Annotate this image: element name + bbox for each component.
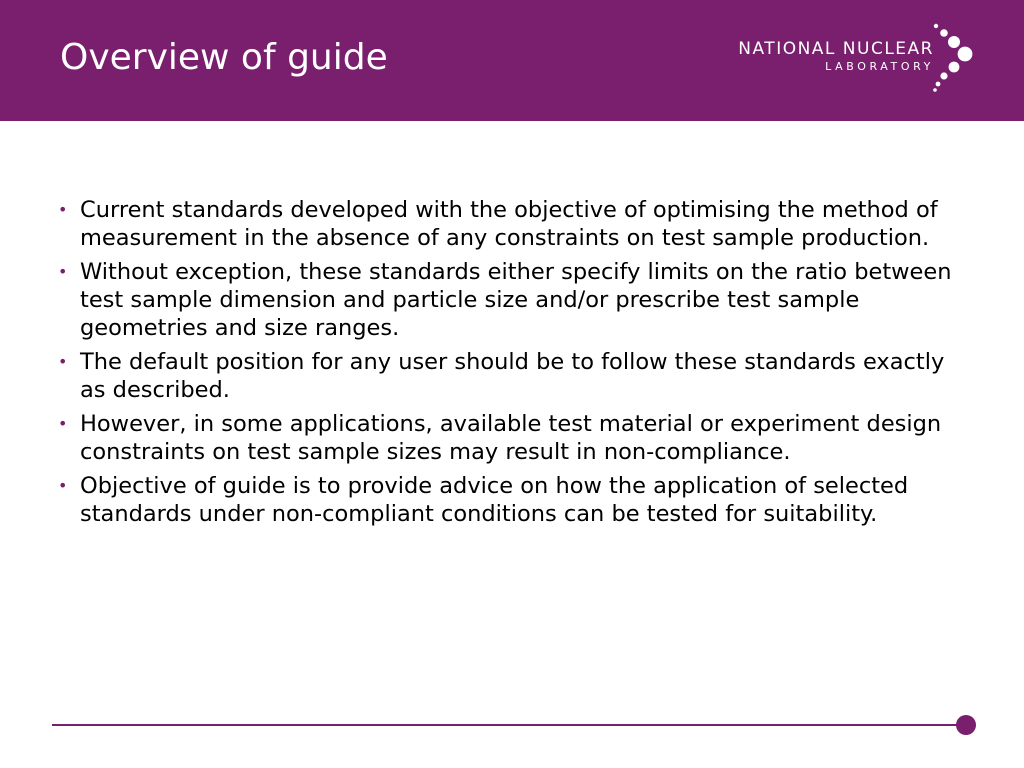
list-item bbox=[58, 472, 968, 528]
nnl-logo bbox=[712, 18, 992, 98]
list-item bbox=[58, 258, 968, 342]
footer-dot-icon bbox=[956, 715, 976, 735]
footer-divider bbox=[52, 724, 964, 726]
bullet-text: However, in some applications, available test material or experiment design constraints on test sample sizes may result in non-compliance. bbox=[80, 411, 942, 465]
logo-text-laboratory: LABORATORY bbox=[825, 60, 934, 73]
bullet-text: Without exception, these standards either specify limits on the ratio between test sample dimension and particle size and/or prescribe test sample geometries and size ranges. bbox=[80, 259, 952, 341]
bullet-text: Current standards developed with the objective of optimising the method of measurement in the absence of any constraints on test sample production. bbox=[80, 197, 938, 251]
list-item bbox=[58, 348, 968, 404]
bullet-icon: • bbox=[58, 476, 68, 495]
list-item bbox=[58, 196, 968, 252]
list-item bbox=[58, 410, 968, 466]
bullet-text: The default position for any user should be to follow these standards exactly as described. bbox=[80, 349, 945, 403]
bullet-icon: • bbox=[58, 200, 68, 219]
bullet-text: Objective of guide is to provide advice on how the application of selected standards under non-compliant conditions can be tested for suitability. bbox=[80, 473, 909, 527]
bullet-icon: • bbox=[58, 352, 68, 371]
bullet-list bbox=[58, 196, 968, 534]
slide-title: Overview of guide bbox=[60, 37, 388, 78]
bullet-icon: • bbox=[58, 414, 68, 433]
header-bar bbox=[0, 0, 1024, 121]
bullet-icon: • bbox=[58, 262, 68, 281]
logo-dots-icon bbox=[924, 18, 984, 98]
logo-text-national-nuclear: NATIONAL NUCLEAR bbox=[738, 39, 934, 59]
